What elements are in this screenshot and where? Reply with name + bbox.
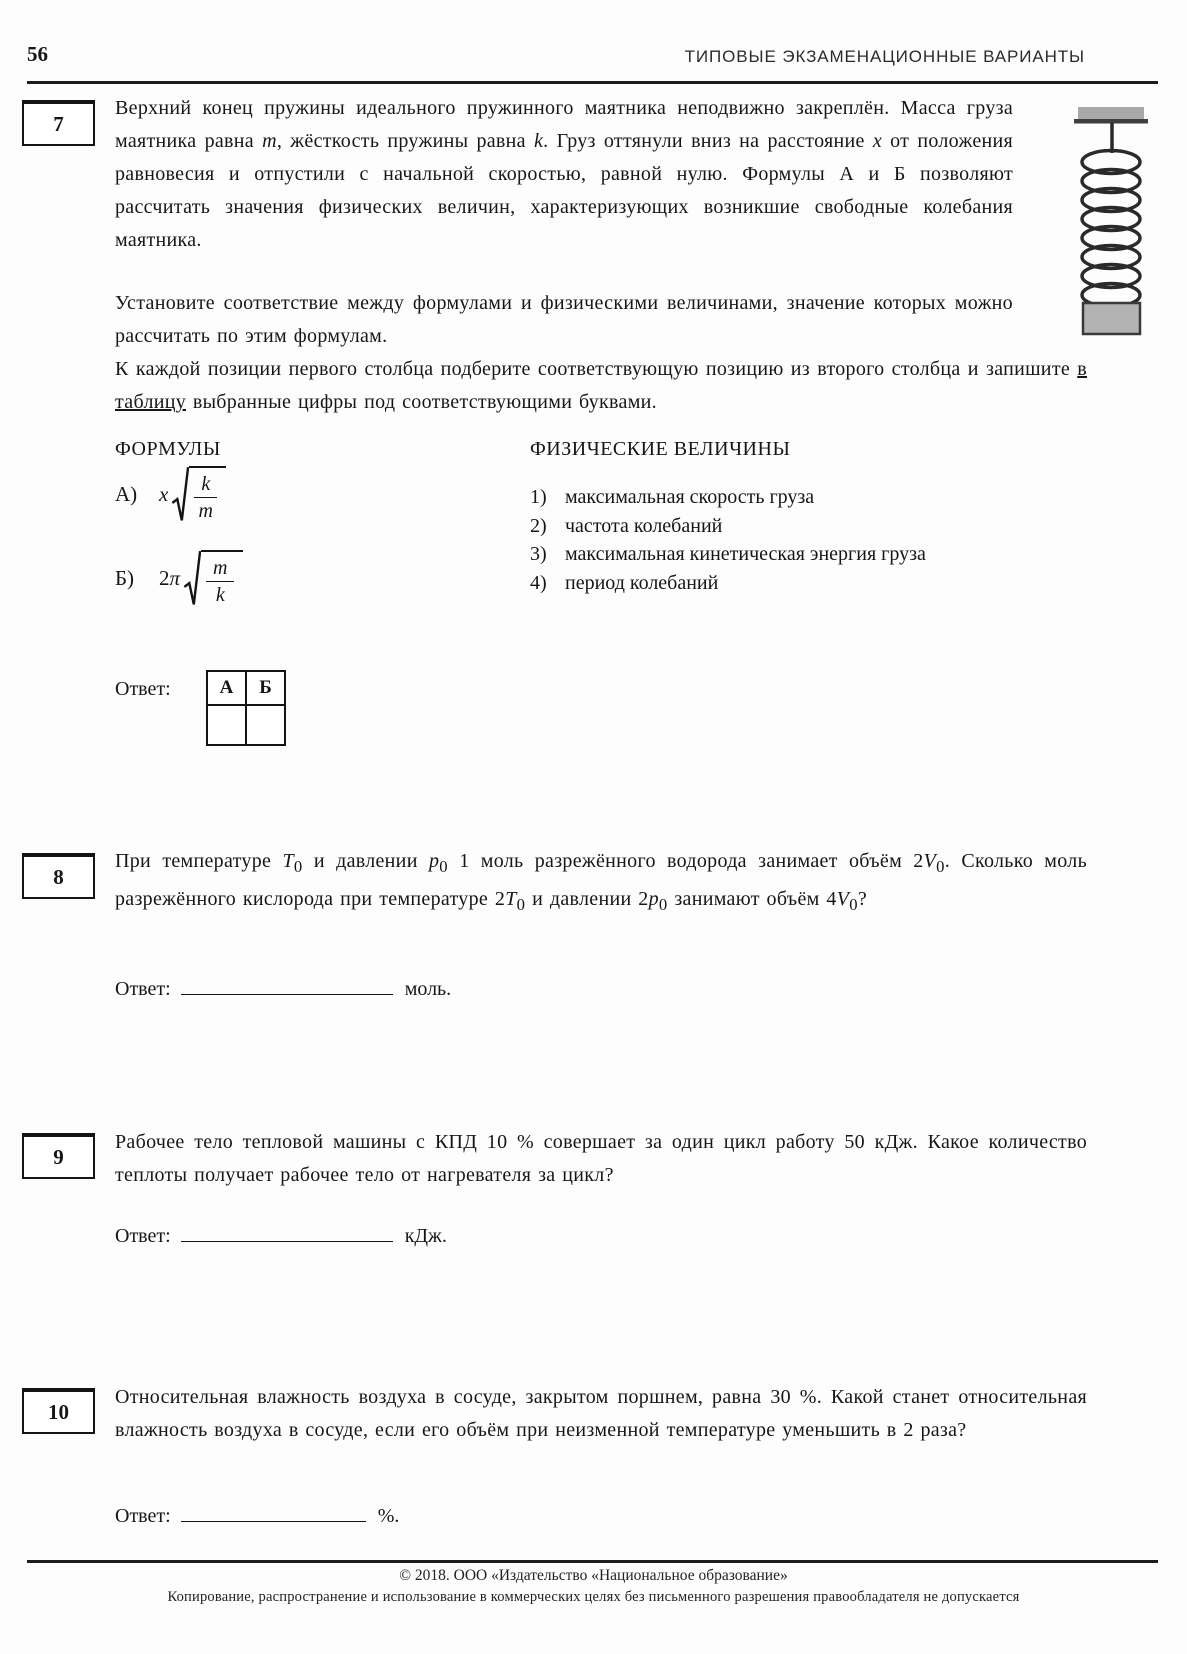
formula-a-label: А) — [115, 481, 138, 506]
problem-10-statement: Относительная влажность воздуха в сосуде, закрытом поршнем, равна 30 %. Какой станет относительная влажность воздуха в сосуде, если его объём при неизменной температуре уменьшить в 2 раза? — [115, 1386, 1087, 1441]
answer-table-col-b: Б — [246, 671, 285, 705]
answer-row — [115, 1222, 447, 1248]
list-item-number: 1) — [530, 486, 547, 508]
problem-9-number: 9 — [53, 1144, 64, 1169]
quantities-column-header: ФИЗИЧЕСКИЕ ВЕЛИЧИНЫ — [530, 438, 791, 460]
radical-sign-icon — [183, 550, 201, 607]
quantities-list — [530, 483, 926, 597]
answer-cell-b — [246, 705, 285, 745]
answer-table-col-a: А — [207, 671, 246, 705]
answer-label: Ответ: — [115, 1225, 171, 1247]
header-rule — [27, 81, 1158, 84]
answer-label: Ответ: — [115, 678, 171, 700]
list-item-text: период колебаний — [565, 571, 719, 594]
fraction-numerator: k — [194, 473, 217, 498]
answer-label: Ответ: — [115, 978, 171, 1000]
page-number: 56 — [27, 42, 48, 66]
formula-b-label: Б) — [115, 565, 135, 590]
fraction — [206, 557, 234, 607]
answer-row — [115, 975, 451, 1001]
formula-a — [115, 466, 226, 523]
problem-8-statement: При температуре $T_0$ и давлении $p_0$ 1 моль разрежённого водорода занимает объём $2V_0$. Сколько моль разрежённого кислорода при температуре $2T_0$ и давлении $2p_0$ занимают объём $4V_0$? — [115, 850, 1087, 914]
answer-unit: кДж. — [404, 1225, 447, 1247]
answer-unit: моль. — [404, 978, 452, 1000]
problem-7-matching-instruction: Установите соответствие между формулами и физическими величинами, значение которых можно рассчитать по этим формулам. — [115, 292, 1013, 347]
list-item — [530, 569, 926, 598]
radical-sign-icon — [171, 466, 189, 523]
answer-blank-line — [181, 1222, 393, 1242]
list-item — [530, 483, 926, 512]
list-item-text: частота колебаний — [565, 514, 723, 537]
spring-pendulum-figure — [1072, 104, 1150, 338]
footer-rule — [27, 1560, 1158, 1563]
answer-blank-line — [181, 975, 393, 995]
list-item-number: 3) — [530, 543, 547, 565]
list-item-number: 2) — [530, 514, 547, 537]
list-item-text: максимальная кинетическая энергия груза — [565, 543, 926, 565]
problem-8-number: 8 — [53, 864, 64, 889]
footer-copy-notice: Копирование, распространение и использование в коммерческих целях без письменного разрешения правообладателя не допускается — [167, 1589, 1020, 1605]
formula-b-prefix: 2π — [159, 565, 181, 590]
answer-unit: %. — [377, 1505, 400, 1527]
spring-coil — [1082, 151, 1140, 307]
fraction — [194, 473, 217, 523]
list-item-text: максимальная скорость груза — [565, 486, 815, 508]
problem-7-number: 7 — [53, 111, 64, 136]
formula-b — [115, 550, 243, 607]
formula-a-prefix: x — [159, 481, 169, 506]
problem-10-number: 10 — [48, 1399, 69, 1424]
ceiling-bar — [1078, 107, 1144, 120]
list-item-number: 4) — [530, 571, 547, 594]
footer-copyright: © 2018. ООО «Издательство «Национальное образование» — [399, 1567, 788, 1584]
problem-7-number-box — [22, 100, 95, 146]
fraction-numerator: m — [206, 557, 234, 582]
answer-label: Ответ: — [115, 1505, 171, 1527]
problem-7-statement: Верхний конец пружины идеального пружинного маятника неподвижно закреплён. Масса груза маятника равна m, жёсткость пружины равна k. Груз оттянули вниз на расстояние x от положения равновесия и отпустили с начальной скоростью, равной нулю. Формулы А и Б позволяют рассчитать значения физических величин, характеризующих возникшие свободные колебания маятника. — [115, 97, 1014, 251]
problem-8-number-box — [22, 853, 95, 899]
fraction-denominator: k — [215, 584, 225, 607]
answer-row — [115, 1502, 399, 1528]
list-item — [530, 540, 926, 569]
answer-blank-line — [181, 1502, 366, 1522]
problem-10-number-box — [22, 1388, 95, 1434]
answer-table — [206, 670, 286, 746]
fraction-denominator: m — [198, 500, 213, 523]
problem-7-table-instruction: К каждой позиции первого столбца подберите соответствующую позицию из второго столбца и запишите в таблицу выбранные цифры под соответствующими буквами. — [115, 358, 1087, 413]
pendulum-mass — [1083, 303, 1140, 334]
problem-9-statement: Рабочее тело тепловой машины с КПД 10 % совершает за один цикл работу 50 кДж. Какое количество теплоты получает рабочее тело от нагревателя за цикл? — [115, 1131, 1087, 1186]
problem-9-number-box — [22, 1133, 95, 1179]
square-root — [171, 466, 226, 523]
formulas-column-header: ФОРМУЛЫ — [115, 438, 221, 460]
list-item — [530, 512, 926, 541]
answer-cell-a — [207, 705, 246, 745]
square-root — [183, 550, 243, 607]
running-head-title: ТИПОВЫЕ ЭКЗАМЕНАЦИОННЫЕ ВАРИАНТЫ — [684, 47, 1085, 66]
